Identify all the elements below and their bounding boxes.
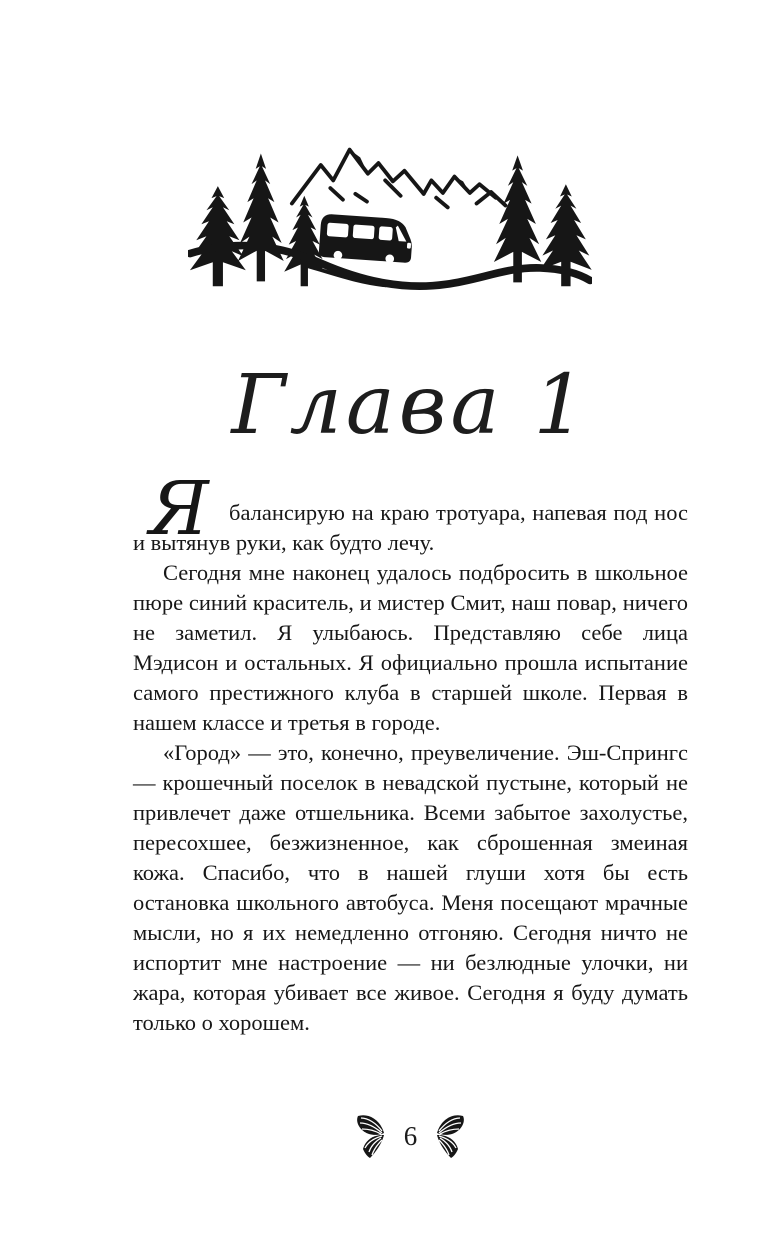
illustration-svg [188,138,592,294]
drop-cap: Я [149,466,209,552]
camper-mountains-illustration [188,138,592,294]
paragraph-2: Сегодня мне наконец удалось подбросить в школьное пюре синий краситель, и мистер Смит, наш повар, ничего не заметил. Я улыбаюсь. Представляю себе лица Мэдисон и остальных. Я официально прошла испытание самого престижного клуба в старшей школе. Первая в нашем классе и третья в городе. [133,560,688,735]
camper-van [318,214,413,265]
paragraph-1-text: балансирую на краю тротуара, напевая под нос и вытянув руки, как будто лечу. [133,500,688,555]
body-text [133,466,688,1038]
paragraph-3: «Город» — это, конечно, преувеличение. Эш-Спрингс — крошечный поселок в невадской пустыне, который не привлечет даже отшельника. Всеми забытое захолустье, пересохшее, безжизненное, как сброшенная змеиная кожа. Спасибо, что в нашей глуши хотя бы есть остановка школьного автобуса. Меня посещают мрачные мысли, но я их немедленно отгоняю. Сегодня ничто не испортит мне настроение — ни безлюдные улочки, ни жара, которая убивает все живое. Сегодня я буду думать только о хорошем. [133,740,688,1035]
butterfly-wing-left-icon [354,1113,388,1159]
chapter-heading: Глава 1 [231,358,590,453]
butterfly-wing-right-icon [433,1113,467,1159]
page-footer [133,1110,688,1162]
page-number: 6 [403,1121,418,1151]
paragraph-1 [133,466,688,558]
mountain-range [292,150,506,208]
